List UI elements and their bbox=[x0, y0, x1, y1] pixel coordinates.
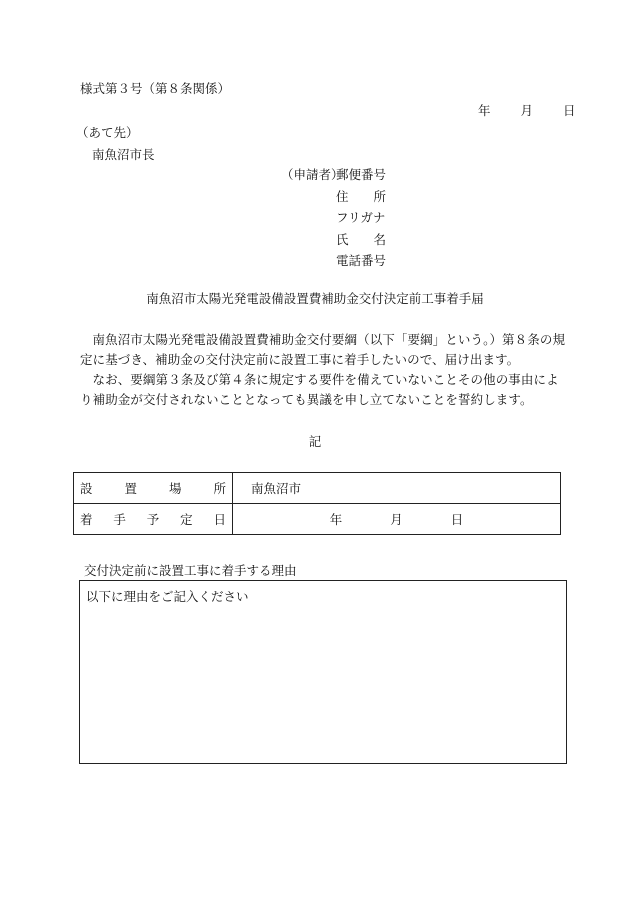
date-year: 年 bbox=[478, 103, 491, 118]
paragraph-1: 南魚沼市太陽光発電設備設置費補助金交付要綱（以下「要綱」という。）第８条の規定に基づき、補助金の交付決定前に設置工事に着手したいので、届け出ます。 bbox=[80, 332, 566, 367]
form-number: 様式第３号（第８条関係） bbox=[80, 81, 231, 96]
addressee: 南魚沼市長 bbox=[92, 147, 155, 162]
start-year: 年 bbox=[329, 512, 343, 527]
name-label: 氏 名 bbox=[336, 231, 387, 247]
start-date-value[interactable] bbox=[233, 504, 561, 535]
paragraph-2: なお、要綱第３条及び第４条に規定する要件を備えていないことその他の事由により補助金が交付されないこととなっても異議を申し立てないことを誓約します。 bbox=[80, 372, 559, 407]
table-row bbox=[74, 504, 561, 535]
table-row bbox=[74, 473, 561, 504]
start-month: 月 bbox=[390, 512, 403, 527]
date-month: 月 bbox=[520, 103, 534, 118]
furigana-label: フリガナ bbox=[336, 210, 386, 225]
applicant-label: （申請者） bbox=[281, 167, 344, 182]
date-day: 日 bbox=[563, 103, 576, 118]
start-date-label: 着 手 予 定 日 bbox=[74, 504, 233, 535]
reason-field[interactable] bbox=[79, 580, 567, 764]
submission-date bbox=[478, 103, 576, 119]
location-value[interactable]: 南魚沼市 bbox=[233, 473, 561, 504]
applicant-fields bbox=[336, 167, 386, 275]
reason-title: 交付決定前に設置工事に着手する理由 bbox=[84, 563, 297, 578]
start-day: 日 bbox=[450, 512, 464, 527]
postal-code-label: 郵便番号 bbox=[336, 167, 387, 182]
ki-heading: 記 bbox=[308, 434, 322, 449]
addressee-label: （あて先） bbox=[76, 125, 139, 140]
address-label: 住 所 bbox=[336, 188, 387, 204]
phone-label: 電話番号 bbox=[336, 253, 387, 268]
document-title: 南魚沼市太陽光発電設備設置費補助金交付決定前工事着手届 bbox=[146, 291, 484, 306]
location-label: 設 置 場 所 bbox=[74, 473, 233, 504]
details-table bbox=[73, 472, 561, 535]
reason-placeholder: 以下に理由をご記入ください bbox=[86, 589, 249, 604]
body-text bbox=[80, 330, 570, 410]
